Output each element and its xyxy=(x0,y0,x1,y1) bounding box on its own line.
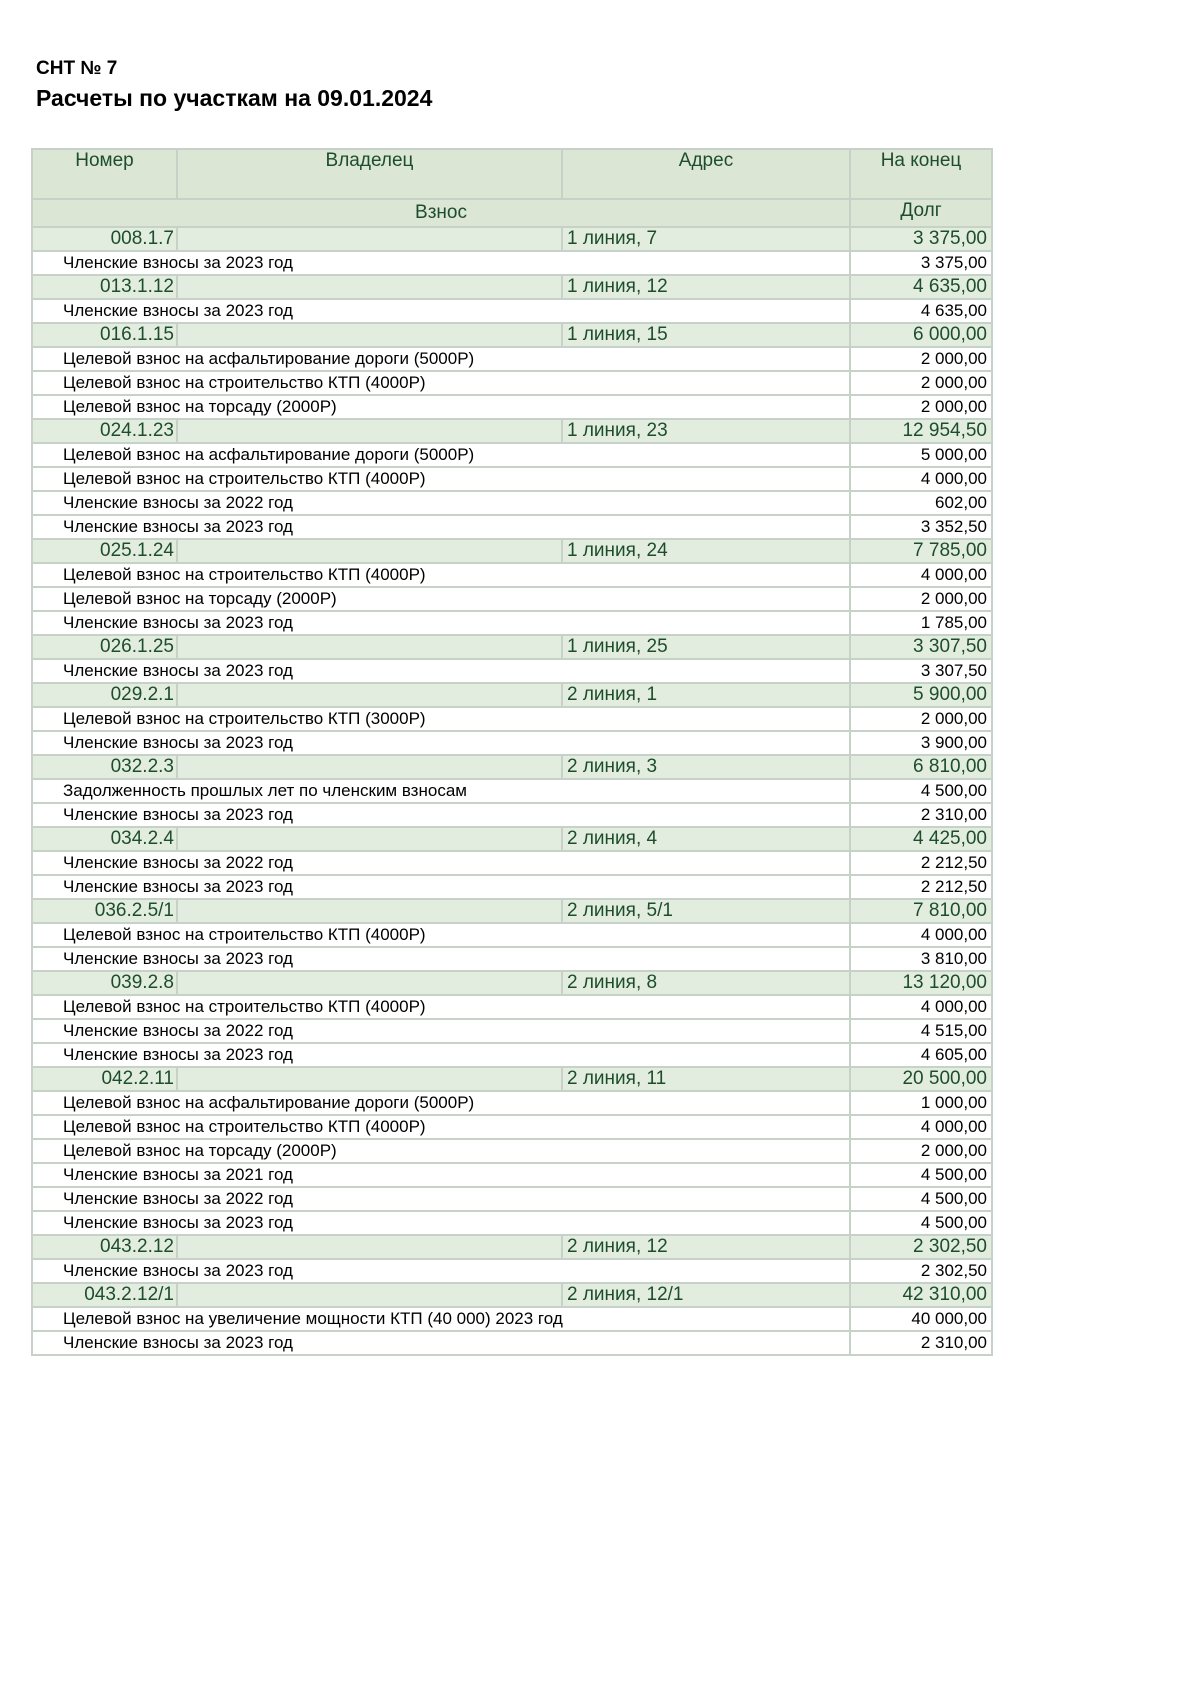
fee-name: Членские взносы за 2023 год xyxy=(32,947,850,971)
plot-row xyxy=(32,419,992,443)
table-header-row xyxy=(32,149,992,199)
plot-row xyxy=(32,275,992,299)
fee-row xyxy=(32,299,992,323)
fee-row xyxy=(32,1211,992,1235)
plot-address: 2 линия, 4 xyxy=(562,827,850,851)
plot-owner xyxy=(177,755,562,779)
plot-total: 6 000,00 xyxy=(850,323,992,347)
fee-name: Целевой взнос на торсаду (2000Р) xyxy=(32,395,850,419)
plot-total: 7 785,00 xyxy=(850,539,992,563)
fee-name: Целевой взнос на строительство КТП (3000Р) xyxy=(32,707,850,731)
plot-owner xyxy=(177,1283,562,1307)
plot-total: 4 425,00 xyxy=(850,827,992,851)
fee-name: Членские взносы за 2023 год xyxy=(32,611,850,635)
column-header-fee: Взнос xyxy=(32,199,850,227)
fee-amount: 4 000,00 xyxy=(850,467,992,491)
plot-total: 13 120,00 xyxy=(850,971,992,995)
fee-row xyxy=(32,1115,992,1139)
plot-number: 034.2.4 xyxy=(32,827,177,851)
plot-address: 1 линия, 12 xyxy=(562,275,850,299)
plot-owner xyxy=(177,539,562,563)
fee-row xyxy=(32,731,992,755)
fee-row xyxy=(32,347,992,371)
plot-address: 2 линия, 3 xyxy=(562,755,850,779)
fee-amount: 2 000,00 xyxy=(850,395,992,419)
fee-amount: 2 000,00 xyxy=(850,707,992,731)
fee-amount: 2 310,00 xyxy=(850,803,992,827)
fee-amount: 2 310,00 xyxy=(850,1331,992,1355)
fee-amount: 40 000,00 xyxy=(850,1307,992,1331)
fee-amount: 4 000,00 xyxy=(850,563,992,587)
plot-owner xyxy=(177,827,562,851)
plot-row xyxy=(32,1235,992,1259)
plot-address: 2 линия, 12 xyxy=(562,1235,850,1259)
fee-row xyxy=(32,563,992,587)
fee-row xyxy=(32,1307,992,1331)
plot-owner xyxy=(177,227,562,251)
fee-amount: 4 000,00 xyxy=(850,1115,992,1139)
fee-name: Членские взносы за 2023 год xyxy=(32,659,850,683)
fee-amount: 4 515,00 xyxy=(850,1019,992,1043)
fee-amount: 4 605,00 xyxy=(850,1043,992,1067)
organization-name: СНТ № 7 xyxy=(36,58,118,79)
fee-name: Членские взносы за 2023 год xyxy=(32,1331,850,1355)
plot-total: 42 310,00 xyxy=(850,1283,992,1307)
fee-name: Членские взносы за 2022 год xyxy=(32,491,850,515)
plot-number: 016.1.15 xyxy=(32,323,177,347)
fee-row xyxy=(32,611,992,635)
plot-row xyxy=(32,635,992,659)
plot-number: 043.2.12 xyxy=(32,1235,177,1259)
fee-row xyxy=(32,1259,992,1283)
plot-owner xyxy=(177,323,562,347)
fee-amount: 3 352,50 xyxy=(850,515,992,539)
fee-amount: 1 785,00 xyxy=(850,611,992,635)
fee-name: Членские взносы за 2023 год xyxy=(32,251,850,275)
fee-name: Целевой взнос на асфальтирование дороги (5000Р) xyxy=(32,1091,850,1115)
plot-total: 2 302,50 xyxy=(850,1235,992,1259)
fee-amount: 4 635,00 xyxy=(850,299,992,323)
plot-total: 4 635,00 xyxy=(850,275,992,299)
fee-row xyxy=(32,1331,992,1355)
plot-number: 036.2.5/1 xyxy=(32,899,177,923)
plot-row xyxy=(32,227,992,251)
report-title: Расчеты по участкам на 09.01.2024 xyxy=(36,85,433,111)
plot-address: 1 линия, 25 xyxy=(562,635,850,659)
fee-name: Членские взносы за 2022 год xyxy=(32,1019,850,1043)
plot-number: 039.2.8 xyxy=(32,971,177,995)
plot-row xyxy=(32,1067,992,1091)
fee-name: Целевой взнос на асфальтирование дороги (5000Р) xyxy=(32,443,850,467)
column-header-debt: Долг xyxy=(850,199,992,227)
fee-amount: 3 810,00 xyxy=(850,947,992,971)
plot-total: 20 500,00 xyxy=(850,1067,992,1091)
fee-row xyxy=(32,1163,992,1187)
fee-row xyxy=(32,587,992,611)
fee-amount: 4 000,00 xyxy=(850,995,992,1019)
fee-row xyxy=(32,251,992,275)
plot-address: 1 линия, 15 xyxy=(562,323,850,347)
fee-row xyxy=(32,707,992,731)
fee-name: Целевой взнос на строительство КТП (4000Р) xyxy=(32,467,850,491)
plot-number: 025.1.24 xyxy=(32,539,177,563)
plot-address: 1 линия, 7 xyxy=(562,227,850,251)
plot-address: 2 линия, 12/1 xyxy=(562,1283,850,1307)
plot-number: 042.2.11 xyxy=(32,1067,177,1091)
plot-number: 029.2.1 xyxy=(32,683,177,707)
plot-owner xyxy=(177,683,562,707)
fee-amount: 4 500,00 xyxy=(850,1211,992,1235)
plot-total: 3 307,50 xyxy=(850,635,992,659)
fee-row xyxy=(32,467,992,491)
plot-address: 1 линия, 24 xyxy=(562,539,850,563)
plot-number: 013.1.12 xyxy=(32,275,177,299)
fee-name: Целевой взнос на увеличение мощности КТП (40 000) 2023 год xyxy=(32,1307,850,1331)
fee-name: Членские взносы за 2023 год xyxy=(32,1259,850,1283)
plot-number: 043.2.12/1 xyxy=(32,1283,177,1307)
plot-address: 2 линия, 11 xyxy=(562,1067,850,1091)
plot-address: 2 линия, 5/1 xyxy=(562,899,850,923)
fee-amount: 3 307,50 xyxy=(850,659,992,683)
fee-row xyxy=(32,875,992,899)
fee-row xyxy=(32,659,992,683)
fee-name: Членские взносы за 2021 год xyxy=(32,1163,850,1187)
plot-address: 2 линия, 1 xyxy=(562,683,850,707)
plot-owner xyxy=(177,275,562,299)
plot-number: 024.1.23 xyxy=(32,419,177,443)
plot-total: 3 375,00 xyxy=(850,227,992,251)
column-header-number: Номер xyxy=(32,149,177,199)
fee-amount: 602,00 xyxy=(850,491,992,515)
table-subheader-row xyxy=(32,199,992,227)
plot-number: 032.2.3 xyxy=(32,755,177,779)
fee-row xyxy=(32,1139,992,1163)
plot-row xyxy=(32,971,992,995)
plot-row xyxy=(32,755,992,779)
fee-name: Членские взносы за 2022 год xyxy=(32,1187,850,1211)
fee-row xyxy=(32,491,992,515)
column-header-end: На конец xyxy=(850,149,992,199)
fee-amount: 4 500,00 xyxy=(850,779,992,803)
fee-name: Членские взносы за 2023 год xyxy=(32,1043,850,1067)
plot-owner xyxy=(177,635,562,659)
fee-name: Целевой взнос на строительство КТП (4000Р) xyxy=(32,923,850,947)
fee-row xyxy=(32,1019,992,1043)
fee-name: Членские взносы за 2023 год xyxy=(32,731,850,755)
fee-row xyxy=(32,923,992,947)
fee-name: Членские взносы за 2023 год xyxy=(32,1211,850,1235)
fee-row xyxy=(32,515,992,539)
fee-row xyxy=(32,371,992,395)
fee-row xyxy=(32,995,992,1019)
plot-total: 7 810,00 xyxy=(850,899,992,923)
plot-total: 12 954,50 xyxy=(850,419,992,443)
fee-row xyxy=(32,395,992,419)
fee-amount: 2 212,50 xyxy=(850,851,992,875)
plot-address: 1 линия, 23 xyxy=(562,419,850,443)
fee-amount: 2 302,50 xyxy=(850,1259,992,1283)
plot-row xyxy=(32,539,992,563)
plot-row xyxy=(32,683,992,707)
fee-name: Целевой взнос на строительство КТП (4000Р) xyxy=(32,995,850,1019)
fee-name: Членские взносы за 2023 год xyxy=(32,875,850,899)
fee-name: Целевой взнос на торсаду (2000Р) xyxy=(32,1139,850,1163)
fee-row xyxy=(32,1187,992,1211)
fee-name: Членские взносы за 2023 год xyxy=(32,299,850,323)
fee-name: Задолженность прошлых лет по членским взносам xyxy=(32,779,850,803)
fee-row xyxy=(32,779,992,803)
fee-name: Целевой взнос на торсаду (2000Р) xyxy=(32,587,850,611)
fee-amount: 3 900,00 xyxy=(850,731,992,755)
plot-row xyxy=(32,1283,992,1307)
column-header-address: Адрес xyxy=(562,149,850,199)
fee-amount: 2 212,50 xyxy=(850,875,992,899)
plot-owner xyxy=(177,419,562,443)
plot-number: 026.1.25 xyxy=(32,635,177,659)
plot-address: 2 линия, 8 xyxy=(562,971,850,995)
column-header-owner: Владелец xyxy=(177,149,562,199)
plot-row xyxy=(32,827,992,851)
fee-amount: 2 000,00 xyxy=(850,347,992,371)
fee-name: Членские взносы за 2023 год xyxy=(32,803,850,827)
fee-name: Целевой взнос на асфальтирование дороги (5000Р) xyxy=(32,347,850,371)
plot-number: 008.1.7 xyxy=(32,227,177,251)
fee-amount: 4 000,00 xyxy=(850,923,992,947)
plot-total: 5 900,00 xyxy=(850,683,992,707)
fee-amount: 4 500,00 xyxy=(850,1187,992,1211)
fee-row xyxy=(32,1043,992,1067)
fee-name: Целевой взнос на строительство КТП (4000Р) xyxy=(32,563,850,587)
fee-name: Целевой взнос на строительство КТП (4000Р) xyxy=(32,371,850,395)
fee-amount: 1 000,00 xyxy=(850,1091,992,1115)
plot-owner xyxy=(177,899,562,923)
fee-name: Членские взносы за 2022 год xyxy=(32,851,850,875)
fee-amount: 2 000,00 xyxy=(850,371,992,395)
fee-name: Целевой взнос на строительство КТП (4000Р) xyxy=(32,1115,850,1139)
fee-amount: 3 375,00 xyxy=(850,251,992,275)
settlements-table xyxy=(31,148,993,1356)
fee-amount: 4 500,00 xyxy=(850,1163,992,1187)
fee-row xyxy=(32,803,992,827)
plot-row xyxy=(32,323,992,347)
fee-row xyxy=(32,851,992,875)
plot-owner xyxy=(177,1235,562,1259)
fee-row xyxy=(32,1091,992,1115)
plot-owner xyxy=(177,1067,562,1091)
fee-row xyxy=(32,443,992,467)
fee-name: Членские взносы за 2023 год xyxy=(32,515,850,539)
plot-total: 6 810,00 xyxy=(850,755,992,779)
plot-row xyxy=(32,899,992,923)
fee-amount: 2 000,00 xyxy=(850,587,992,611)
fee-row xyxy=(32,947,992,971)
fee-amount: 5 000,00 xyxy=(850,443,992,467)
fee-amount: 2 000,00 xyxy=(850,1139,992,1163)
plot-owner xyxy=(177,971,562,995)
